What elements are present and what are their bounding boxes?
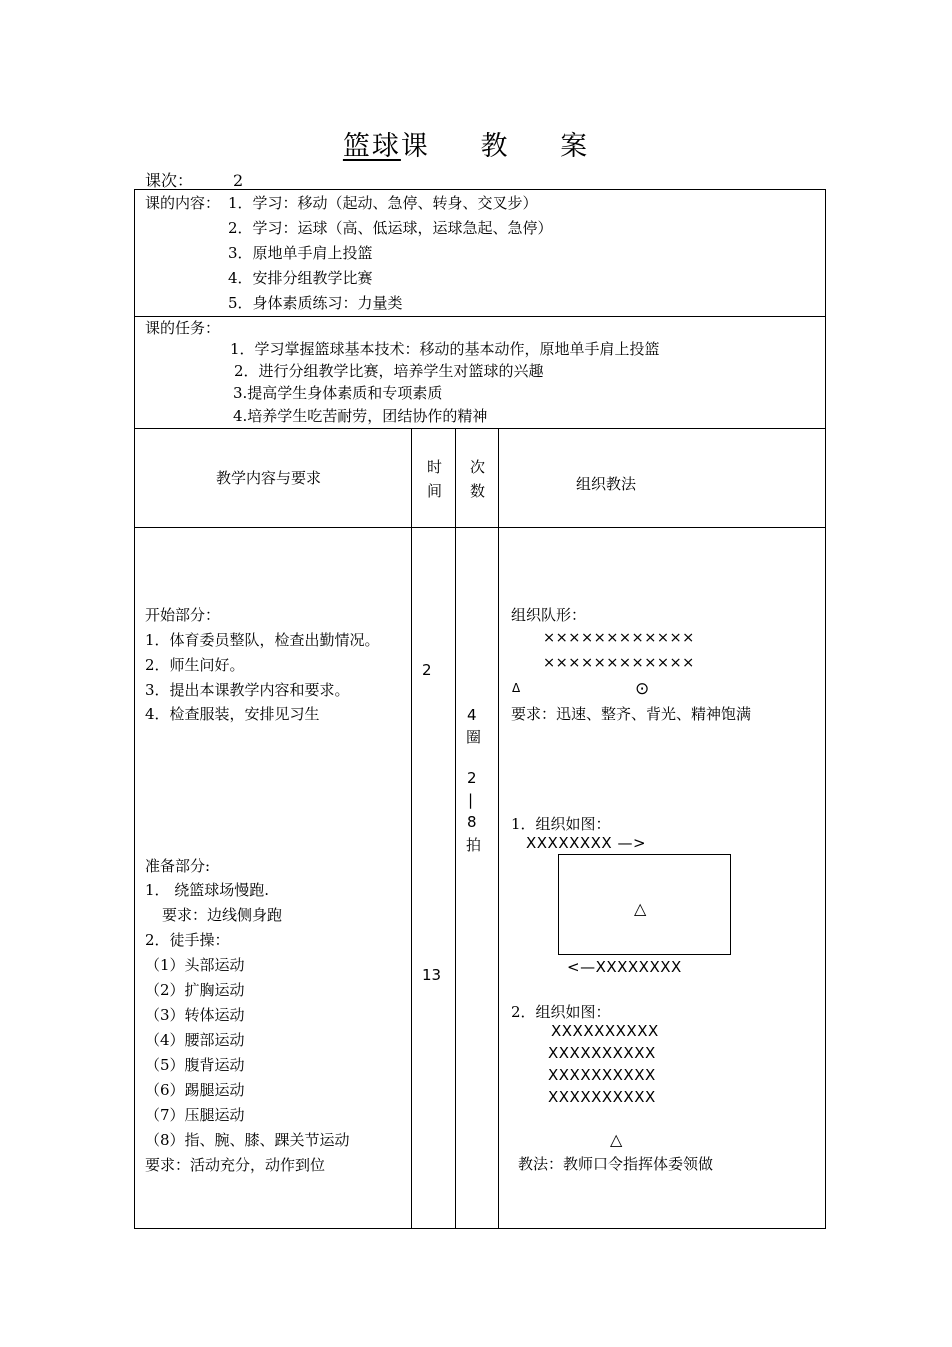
- session-label: 课次：: [145, 171, 194, 190]
- header-content-requirements: 教学内容与要求: [216, 469, 322, 487]
- org2-title: 2．组织如图：: [511, 1003, 611, 1021]
- prep-part-item: （8）指、腕、膝、踝关节运动: [145, 1131, 350, 1149]
- header-time-2: 间: [427, 482, 443, 500]
- prep-part-item: （2）扩胸运动: [145, 981, 245, 999]
- header-count-2: 数: [470, 482, 486, 500]
- start-part-time: 2: [422, 661, 432, 679]
- column-divider-3: [498, 428, 499, 1229]
- laps-number: 4: [467, 706, 477, 724]
- org2-row: XXXXXXXXXX: [548, 1066, 656, 1084]
- org1-bottom-row: <—XXXXXXXX: [567, 958, 682, 976]
- session-line: [145, 168, 243, 191]
- prep-part-item: （1）头部运动: [145, 956, 245, 974]
- prep-part-item: （5）腹背运动: [145, 1056, 245, 1074]
- header-method: 组织教法: [576, 475, 637, 493]
- prep-part-item: 要求：边线侧身跑: [162, 906, 283, 924]
- org1-top-row: XXXXXXXX —>: [526, 834, 647, 852]
- formation-requirement: 要求：迅速、整齐、背光、精神饱满: [511, 705, 752, 723]
- content-item: 2．学习：运球（高、低运球，运球急起、急停）: [228, 219, 553, 237]
- content-label: 课的内容：: [145, 194, 221, 212]
- org1-title: 1．组织如图：: [511, 815, 611, 833]
- header-count-1: 次: [470, 458, 486, 476]
- start-part-item: 3．提出本课教学内容和要求。: [145, 681, 350, 699]
- court-triangle-icon: △: [634, 899, 647, 918]
- start-part-item: 2．师生问好。: [145, 656, 245, 674]
- org2-row: XXXXXXXXXX: [548, 1088, 656, 1106]
- divider-header-body: [134, 527, 826, 528]
- prep-part-item: 1． 绕篮球场慢跑.: [145, 881, 270, 899]
- beats-line: 2: [467, 769, 477, 787]
- beats-line: 拍: [466, 836, 482, 854]
- org2-row: XXXXXXXXXX: [548, 1044, 656, 1062]
- method-text: 教法：教师口令指挥体委领做: [518, 1155, 714, 1173]
- circle-dot-icon: ⊙: [635, 679, 650, 699]
- prep-part-time: 13: [422, 966, 442, 984]
- prep-part-item: 要求：活动充分，动作到位: [145, 1156, 326, 1174]
- laps-unit: 圈: [466, 728, 482, 746]
- task-item: 3.提高学生身体素质和专项素质: [233, 384, 443, 402]
- prep-part-item: （7）压腿运动: [145, 1106, 245, 1124]
- task-item: 4.培养学生吃苦耐劳，团结协作的精神: [233, 407, 488, 425]
- beats-line: |: [468, 791, 474, 809]
- header-time-1: 时: [427, 458, 443, 476]
- prep-part-item: （3）转体运动: [145, 1006, 245, 1024]
- org2-row: XXXXXXXXXX: [551, 1022, 659, 1040]
- column-divider-1: [411, 428, 412, 1229]
- prep-part-item: （4）腰部运动: [145, 1031, 245, 1049]
- start-part-title: 开始部分：: [145, 606, 221, 624]
- task-item: 1．学习掌握篮球基本技术：移动的基本动作，原地单手肩上投篮: [230, 340, 660, 358]
- formation-title: 组织队形：: [511, 606, 587, 624]
- formation-row: ××××××××××××: [543, 655, 695, 671]
- start-part-item: 4．检查服装，安排见习生: [145, 705, 320, 723]
- teacher-triangle-icon: Δ: [512, 681, 521, 695]
- org2-teacher-triangle-icon: △: [610, 1130, 623, 1149]
- prep-part-title: 准备部分:: [145, 857, 211, 875]
- column-divider-2: [455, 428, 456, 1229]
- beats-line: 8: [467, 813, 477, 831]
- start-part-item: 1．体育委员整队，检查出勤情况。: [145, 631, 380, 649]
- page-title: [0, 124, 952, 163]
- prep-part-item: 2．徒手操：: [145, 931, 230, 949]
- content-item: 4．安排分组教学比赛: [228, 269, 373, 287]
- title-subject: 篮球: [342, 131, 401, 162]
- divider-content-tasks: [134, 316, 826, 317]
- content-item: 1．学习：移动（起动、急停、转身、交叉步）: [228, 194, 538, 212]
- session-number: 2: [233, 171, 244, 190]
- task-item: 2．进行分组教学比赛，培养学生对篮球的兴趣: [234, 362, 544, 380]
- formation-row: ××××××××××××: [543, 630, 695, 646]
- content-item: 5．身体素质练习：力量类: [228, 294, 403, 312]
- prep-part-item: （6）踢腿运动: [145, 1081, 245, 1099]
- title-rest: 课 教 案: [400, 131, 610, 162]
- content-item: 3．原地单手肩上投篮: [228, 244, 373, 262]
- tasks-label: 课的任务：: [145, 319, 221, 337]
